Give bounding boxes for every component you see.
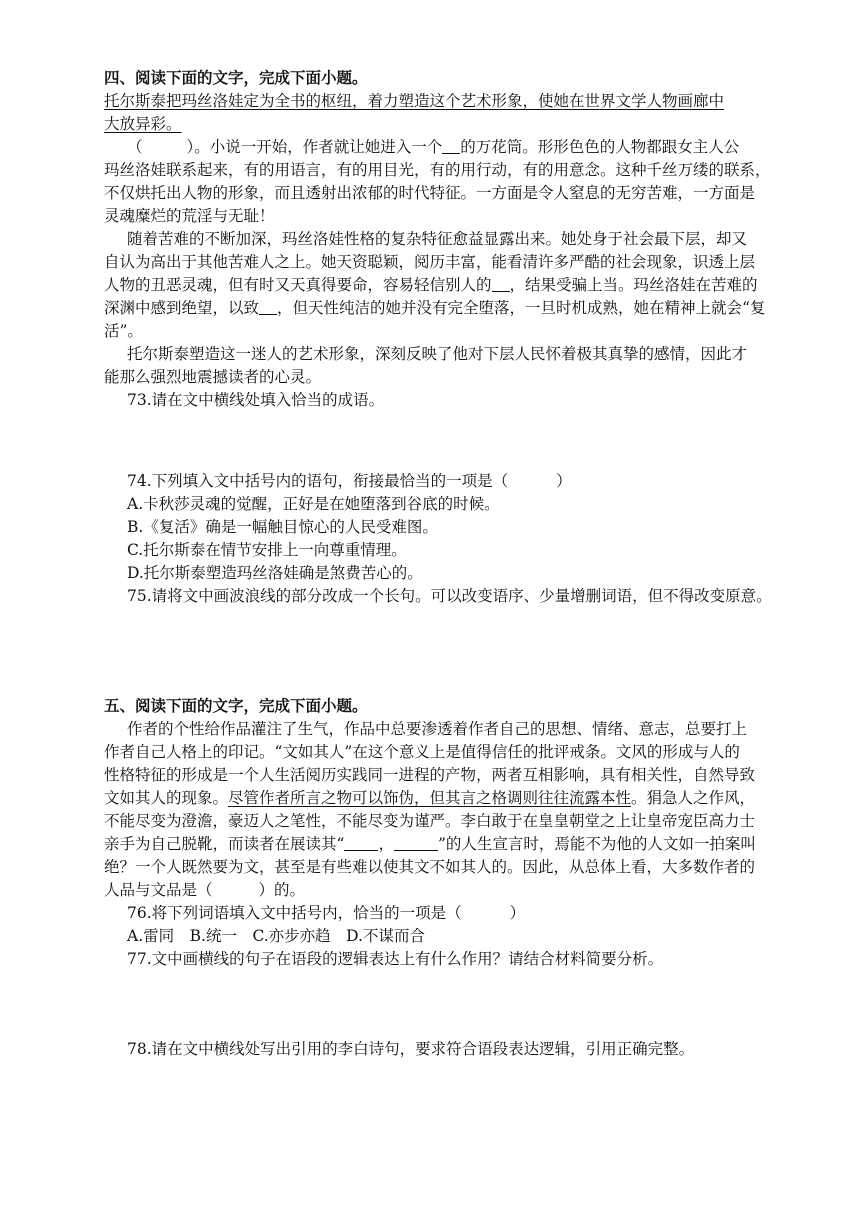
section5-heading: 五、阅读下面的文字，完成下面小题。 [104, 696, 368, 715]
question-76-stem: 76.将下列词语填入文中括号内，恰当的一项是（ [127, 904, 462, 922]
fill-blank-3 [259, 298, 277, 315]
section4-para1-line2: 大放异彩。 [104, 115, 182, 133]
question-77: 77.文中画横线的句子在语段的逻辑表达上有什么作用？请结合材料简要分析。 [127, 950, 664, 968]
question-76-options: A.雷同 B.统一 C.亦步亦趋 D.不谋而合 [127, 927, 425, 945]
section5-line1: 作者的个性给作品灌注了生气，作品中总要渗透着作者自己的思想、情绪、意志，总要打上 [127, 720, 748, 738]
option-b: B.《复活》确是一幅触目惊心的人民受难图。 [127, 518, 438, 536]
section5-line8 [104, 879, 305, 901]
section4-para1-line1: 托尔斯泰把玛丝洛娃定为全书的枢纽，着力塑造这个艺术形象，使她在世界文学人物画廊中 [104, 92, 725, 110]
section5-line7: 绝？一个人既然要为文，甚至是有些难以使其文不如其人的。因此，从总体上看，大多数作者的 [104, 858, 756, 876]
question-74 [127, 470, 572, 492]
option-d: D.托尔斯泰塑造玛丝洛娃确是煞费苦心的。 [127, 564, 423, 582]
section5-line5: 不能尽变为澄澹，豪迈人之笔性，不能尽变为谨严。李白敢于在皇皇朝堂之上让皇帝宠臣高力士 [104, 812, 756, 830]
question-73: 73.请在文中横线处填入恰当的成语。 [127, 391, 385, 409]
section5-line8-a: 人品与文品是（ [104, 881, 213, 899]
question-75: 75.请将文中画波浪线的部分改成一个长句。可以改变语序、少量增删词语，但不得改变原意。 [127, 587, 772, 605]
section4-para2-line2: 玛丝洛娃联系起来，有的用语言，有的用目光，有的用行动，有的用意念。这种千丝万缕的联系， [104, 161, 771, 179]
section5-line2: 作者自己人格上的印记。“文如其人”在这个意义上是值得信任的批评戒条。文风的形成与人的 [104, 743, 740, 761]
para3-text-b: ，结果受骗上当。玛丝洛娃在苦难的 [509, 276, 758, 294]
section5-line4-a: 文如其人的现象。 [104, 789, 229, 807]
para2-text-b: 的万花筒。形形色色的人物都跟女主人公 [460, 138, 740, 156]
section4-para3-line4 [104, 297, 765, 319]
question-78: 78.请在文中横线处写出引用的李白诗句，要求符合语段表达逻辑，引用正确完整。 [127, 1040, 695, 1058]
section5-line4 [104, 787, 755, 809]
section5-line6-b: ， [378, 835, 394, 853]
section5-line8-b: ）的。 [258, 881, 306, 899]
section5-line6 [104, 833, 756, 855]
section4-para2-line3: 不仅烘托出人物的形象，而且透射出浓郁的时代特征。一方面是令人窒息的无穷苦难，一方面是 [104, 184, 756, 202]
fill-blank-2 [492, 275, 510, 292]
section4-para2-line1 [127, 136, 739, 158]
section4-para3-line1: 随着苦难的不断加深，玛丝洛娃性格的复杂特征愈益显露出来。她处身于社会最下层，却又 [127, 230, 748, 248]
para3-text-c: 深渊中感到绝望，以致 [104, 299, 260, 317]
bracket-open: （ [127, 138, 143, 156]
section4-para3-line3 [104, 274, 758, 296]
question-76-close: ） [509, 904, 526, 922]
para3-text-a: 人物的丑恶灵魂，但有时又天真得要命，容易轻信别人的 [104, 276, 492, 294]
section5-line6-a: 亲手为自己脱靴，而读者在展读其“ [104, 835, 345, 853]
option-a: A.卡秋莎灵魂的觉醒，正好是在她堕落到谷底的时候。 [127, 495, 500, 513]
underlined-sentence: 尽管作者所言之物可以饰伪，但其言之格调则往往流露本性 [228, 789, 632, 807]
section4-para3-line2: 自认为高出于其他苦难人之上。她天资聪颖，阅历丰富，能看清许多严酷的社会现象，识透上层 [104, 253, 756, 271]
para3-text-d: ，但天性纯洁的她并没有完全堕落，一旦时机成熟，她在精神上就会“复 [277, 299, 766, 317]
section4-heading: 四、阅读下面的文字，完成下面小题。 [104, 68, 368, 87]
question-74-close: ） [556, 472, 572, 490]
question-74-stem: 74.下列填入文中括号内的语句，衔接最恰当的一项是（ [127, 472, 509, 490]
para2-text-a: ）。小说一开始，作者就让她进入一个 [186, 138, 443, 156]
section4-para4-line1: 托尔斯泰塑造这一迷人的艺术形象，深刻反映了他对下层人民怀着极其真挚的感情，因此才 [127, 345, 748, 363]
poem-blank-1 [344, 834, 378, 851]
option-c: C.托尔斯泰在情节安排上一向尊重情理。 [127, 541, 407, 559]
fill-blank-1 [442, 137, 460, 154]
section4-para2-line4: 灵魂糜烂的荒淫与无耻！ [104, 207, 275, 225]
poem-blank-2 [394, 834, 438, 851]
section4-para4-line2: 能那么强烈地震撼读者的心灵。 [104, 368, 322, 386]
section5-line4-c: 。狷急人之作风， [631, 789, 756, 807]
section5-line6-c: ”的人生宣言时，焉能不为他的人文如一拍案叫 [437, 835, 756, 853]
section4-para3-line5: 活”。 [104, 322, 143, 340]
question-76 [127, 902, 525, 924]
section5-line3: 性格特征的形成是一个人生活阅历实践同一进程的产物，两者互相影响，具有相关性，自然导致 [104, 766, 756, 784]
